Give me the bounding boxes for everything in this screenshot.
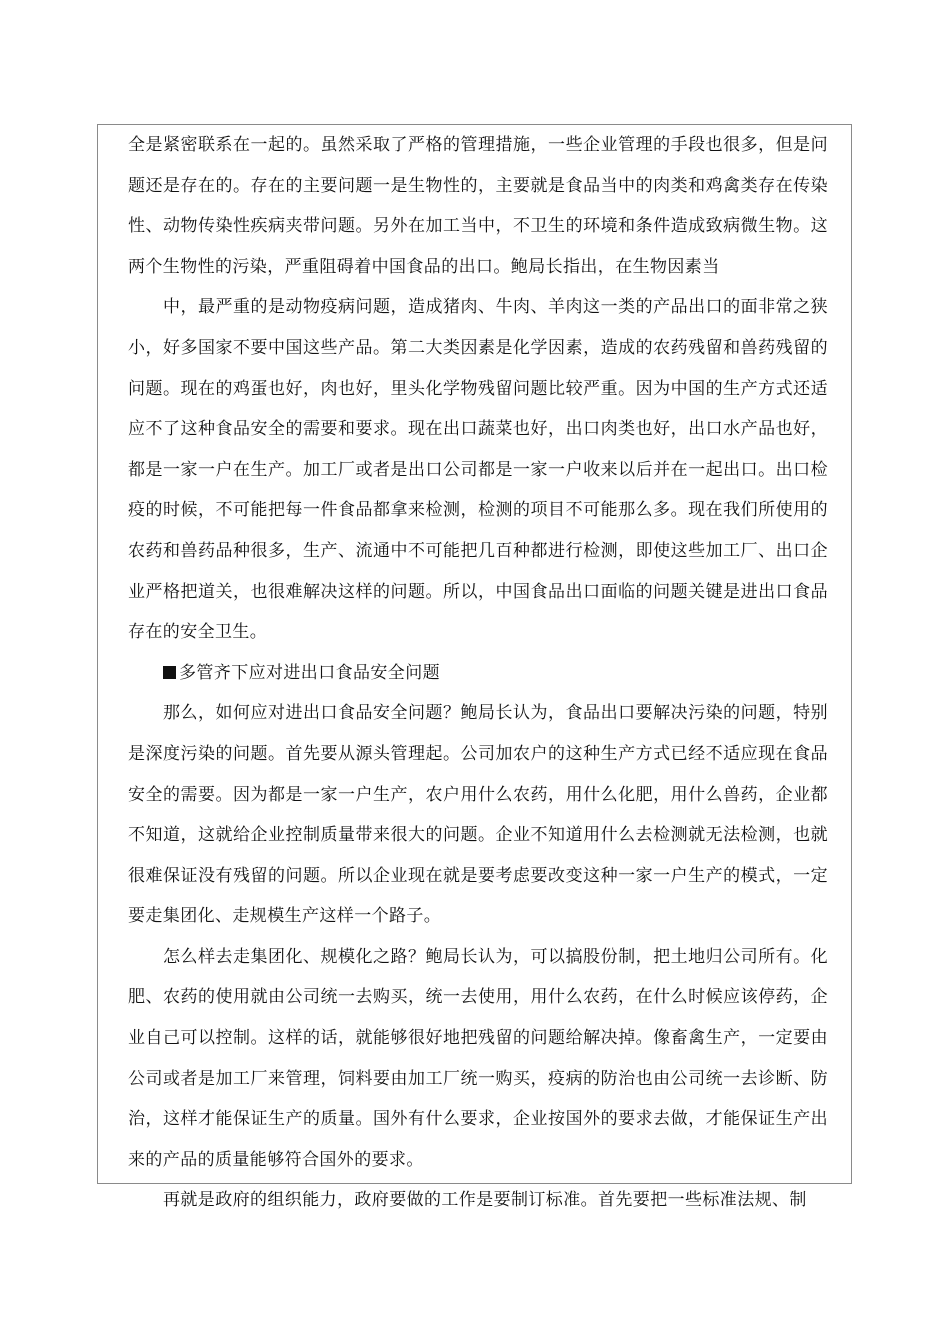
- paragraph: 那么，如何应对进出口食品安全问题？鲍局长认为，食品出口要解决污染的问题，特别是深度污染的问题。首先要从源头管理起。公司加农户的这种生产方式已经不适应现在食品安全的需要。因为都是一家一户生产，农户用什么农药，用什么化肥，用什么兽药，企业都不知道，这就给企业控制质量带来很大的问题。企业不知道用什么去检测就无法检测，也就很难保证没有残留的问题。所以企业现在就是要考虑要改变这种一家一户生产的模式，一定要走集团化、走规模生产这样一个路子。: [128, 703, 828, 927]
- paragraph: 再就是政府的组织能力，政府要做的工作是要制订标准。首先要把一些标准法规、制: [163, 1190, 807, 1211]
- black-square-icon: [163, 666, 176, 679]
- section-heading: [128, 653, 828, 694]
- document-frame: [97, 124, 852, 1211]
- paragraph-continuation: 全是紧密联系在一起的。虽然采取了严格的管理措施，一些企业管理的手段也很多，但是问题还是存在的。存在的主要问题一是生物性的，主要就是食品当中的肉类和鸡禽类存在传染性、动物传染性疾病夹带问题。另外在加工当中，不卫生的环境和条件造成致病微生物。这两个生物性的污染，严重阻碍着中国食品的出口。鲍局长指出，在生物因素当: [128, 135, 828, 277]
- section-heading-text: 多管齐下应对进出口食品安全问题: [179, 662, 440, 683]
- paragraph: 怎么样去走集团化、规模化之路？鲍局长认为，可以搞股份制，把土地归公司所有。化肥、农药的使用就由公司统一去购买，统一去使用，用什么农药，在什么时候应该停药，企业自己可以控制。这样的话，就能够很好地把残留的问题给解决掉。像畜禽生产，一定要由公司或者是加工厂来管理，饲料要由加工厂统一购买，疫病的防治也由公司统一去诊断、防治，这样才能保证生产的质量。国外有什么要求，企业按国外的要求去做，才能保证生产出来的产品的质量能够符合国外的要求。: [128, 946, 828, 1170]
- document-body: [128, 125, 828, 1221]
- paragraph: 中，最严重的是动物疫病问题，造成猪肉、牛肉、羊肉这一类的产品出口的面非常之狭小，好多国家不要中国这些产品。第二大类因素是化学因素，造成的农药残留和兽药残留的问题。现在的鸡蛋也好，肉也好，里头化学物残留问题比较严重。因为中国的生产方式还适应不了这种食品安全的需要和要求。现在出口蔬菜也好，出口肉类也好，出口水产品也好，都是一家一户在生产。加工厂或者是出口公司都是一家一户收来以后并在一起出口。出口检疫的时候，不可能把每一件食品都拿来检测，检测的项目不可能那么多。现在我们所使用的农药和兽药品种很多，生产、流通中不可能把几百种都进行检测，即使这些加工厂、出口企业严格把道关，也很难解决这样的问题。所以，中国食品出口面临的问题关键是进出口食品存在的安全卫生。: [128, 297, 828, 643]
